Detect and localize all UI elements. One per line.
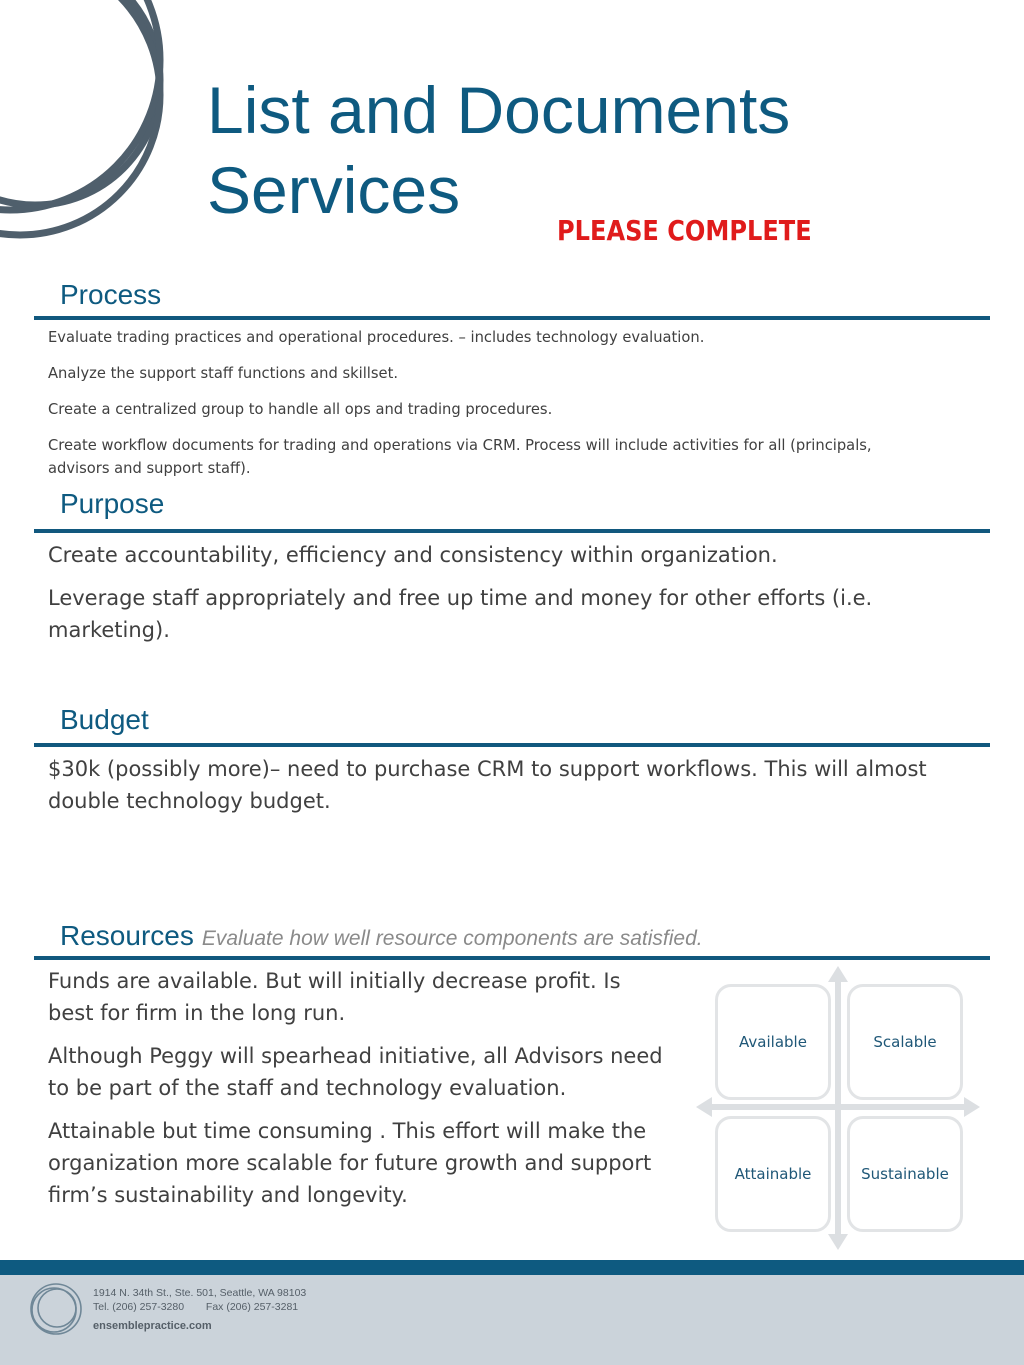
quadrant-label: Attainable bbox=[734, 1165, 812, 1183]
purpose-divider bbox=[34, 529, 990, 533]
purpose-list bbox=[48, 539, 968, 657]
resources-heading bbox=[60, 920, 703, 952]
budget-item: $30k (possibly more)– need to purchase CRM to support workflows. This will almost double technology budget. bbox=[48, 757, 927, 813]
resources-subheading: Evaluate how well resource components are satisfied. bbox=[201, 927, 703, 950]
resources-divider bbox=[34, 956, 990, 960]
page-title-line-1: List and Documents bbox=[207, 73, 791, 147]
page-title-line-2: Services bbox=[207, 153, 461, 227]
process-item: Evaluate trading practices and operational procedures. – includes technology evaluation. bbox=[48, 328, 705, 346]
budget-heading: Budget bbox=[60, 704, 149, 735]
process-divider bbox=[34, 316, 990, 320]
quadrant-label: Scalable bbox=[873, 1033, 937, 1051]
resources-item: Although Peggy will spearhead initiative, all Advisors need to be part of the staff and technology evaluation. bbox=[48, 1044, 663, 1100]
process-heading: Process bbox=[60, 279, 162, 310]
quadrant-label: Available bbox=[739, 1033, 807, 1051]
quadrant-sustainable bbox=[847, 1116, 963, 1232]
resources-item: Attainable but time consuming . This effort will make the organization more scalable for future growth and support firm’s sustainability and longevity. bbox=[48, 1119, 652, 1207]
decorative-rings bbox=[0, 0, 200, 260]
purpose-heading: Purpose bbox=[60, 488, 165, 519]
company-logo-icon bbox=[28, 1281, 84, 1337]
resource-quadrant-diagram bbox=[696, 966, 980, 1250]
page-title bbox=[207, 70, 907, 230]
footer-website-link[interactable]: ensemblepractice.com bbox=[93, 1320, 212, 1332]
quadrant-label: Sustainable bbox=[861, 1165, 949, 1183]
process-item: Analyze the support staff functions and skillset. bbox=[48, 364, 399, 382]
footer bbox=[0, 1275, 1024, 1365]
resources-item: Funds are available. But will initially decrease profit. Is best for firm in the long run. bbox=[48, 969, 621, 1025]
purpose-item: Create accountability, efficiency and consistency within organization. bbox=[48, 543, 778, 567]
please-complete-note: PLEASE COMPLETE bbox=[557, 214, 812, 247]
footer-address: 1914 N. 34th St., Ste. 501, Seattle, WA 98103 bbox=[93, 1287, 307, 1299]
process-list bbox=[48, 326, 948, 493]
footer-phone-line bbox=[93, 1300, 298, 1314]
process-item: Create workflow documents for trading and operations via CRM. Process will include activities for all (principals, advisors and support staff). bbox=[48, 436, 872, 477]
resources-heading-text: Resources bbox=[60, 920, 194, 951]
footer-fax: Fax (206) 257-3281 bbox=[205, 1301, 299, 1313]
resources-list bbox=[48, 965, 668, 1222]
quadrant-attainable bbox=[715, 1116, 831, 1232]
footer-tel: Tel. (206) 257-3280 bbox=[93, 1301, 185, 1313]
process-item: Create a centralized group to handle all ops and trading procedures. bbox=[48, 400, 553, 418]
budget-list bbox=[48, 753, 978, 828]
purpose-item: Leverage staff appropriately and free up time and money for other efforts (i.e. marketing). bbox=[48, 586, 873, 642]
quadrant-available bbox=[715, 984, 831, 1100]
quadrant-scalable bbox=[847, 984, 963, 1100]
budget-divider bbox=[34, 743, 990, 747]
footer-accent-bar bbox=[0, 1260, 1024, 1275]
